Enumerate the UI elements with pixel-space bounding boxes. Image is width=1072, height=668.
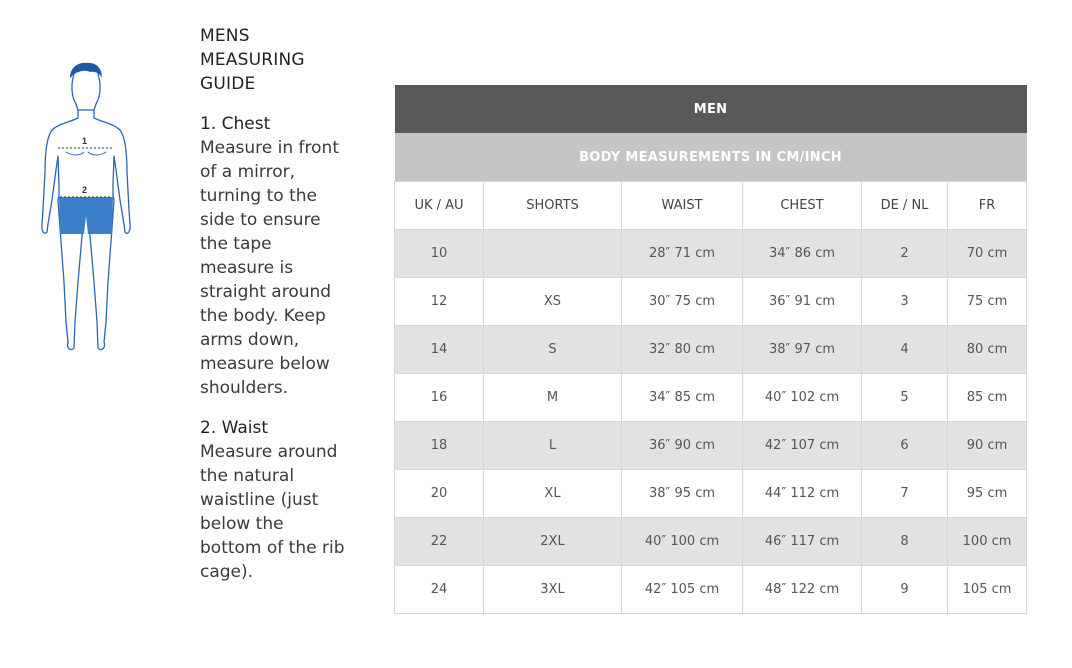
table-cell: 48″ 122 cm xyxy=(743,566,862,614)
table-cell: 3 xyxy=(862,278,948,326)
table-cell: 70 cm xyxy=(948,230,1027,278)
table-cell: M xyxy=(484,374,622,422)
table-cell: 7 xyxy=(862,470,948,518)
table-cell: S xyxy=(484,326,622,374)
body-figure-illustration xyxy=(38,60,134,356)
table-cell: XL xyxy=(484,470,622,518)
column-header: WAIST xyxy=(622,182,743,230)
table-cell xyxy=(484,230,622,278)
table-cell: 95 cm xyxy=(948,470,1027,518)
table-cell: 30″ 75 cm xyxy=(622,278,743,326)
waist-instructions: Measure around the natural waistline (just below the bottom of the rib cage). xyxy=(200,442,345,582)
column-header: SHORTS xyxy=(484,182,622,230)
chest-heading: 1. Chest xyxy=(200,114,271,134)
table-cell: 3XL xyxy=(484,566,622,614)
table-cell: 2XL xyxy=(484,518,622,566)
table-subheader: BODY MEASUREMENTS IN CM/INCH xyxy=(395,133,1027,182)
table-cell: 75 cm xyxy=(948,278,1027,326)
table-cell: 38″ 97 cm xyxy=(743,326,862,374)
size-table xyxy=(394,85,1027,614)
table-row xyxy=(395,278,1027,326)
table-cell: 24 xyxy=(395,566,484,614)
table-cell: 38″ 95 cm xyxy=(622,470,743,518)
table-cell: 40″ 102 cm xyxy=(743,374,862,422)
table-cell: 34″ 86 cm xyxy=(743,230,862,278)
size-chart xyxy=(394,85,1026,614)
table-row xyxy=(395,566,1027,614)
guide-title: MENS MEASURING GUIDE xyxy=(200,26,305,94)
table-cell: 34″ 85 cm xyxy=(622,374,743,422)
table-cell: XS xyxy=(484,278,622,326)
table-cell: 18 xyxy=(395,422,484,470)
table-row xyxy=(395,326,1027,374)
table-row xyxy=(395,470,1027,518)
table-cell: 36″ 90 cm xyxy=(622,422,743,470)
table-cell: 5 xyxy=(862,374,948,422)
table-cell: 85 cm xyxy=(948,374,1027,422)
table-cell: 44″ 112 cm xyxy=(743,470,862,518)
chest-instructions: Measure in front of a mirror, turning to the side to ensure the tape measure is straight around the body. Keep arms down, measure below shoulders. xyxy=(200,138,339,398)
table-row xyxy=(395,230,1027,278)
table-cell: 46″ 117 cm xyxy=(743,518,862,566)
table-cell: 14 xyxy=(395,326,484,374)
table-cell: 8 xyxy=(862,518,948,566)
column-header: UK / AU xyxy=(395,182,484,230)
waist-marker: 2 xyxy=(82,185,88,195)
table-cell: 36″ 91 cm xyxy=(743,278,862,326)
shorts-shape xyxy=(59,197,113,234)
column-header: DE / NL xyxy=(862,182,948,230)
table-cell: 90 cm xyxy=(948,422,1027,470)
measuring-guide xyxy=(200,24,350,600)
table-cell: 20 xyxy=(395,470,484,518)
table-cell: 10 xyxy=(395,230,484,278)
table-cell: L xyxy=(484,422,622,470)
table-cell: 22 xyxy=(395,518,484,566)
table-cell: 42″ 107 cm xyxy=(743,422,862,470)
column-headers xyxy=(395,182,1027,230)
column-header: FR xyxy=(948,182,1027,230)
guide-section-chest xyxy=(200,112,350,400)
table-cell: 100 cm xyxy=(948,518,1027,566)
table-row xyxy=(395,518,1027,566)
table-cell: 32″ 80 cm xyxy=(622,326,743,374)
table-cell: 40″ 100 cm xyxy=(622,518,743,566)
chest-marker: 1 xyxy=(82,136,88,146)
table-cell: 42″ 105 cm xyxy=(622,566,743,614)
table-cell: 2 xyxy=(862,230,948,278)
table-row xyxy=(395,422,1027,470)
table-cell: 4 xyxy=(862,326,948,374)
table-cell: 9 xyxy=(862,566,948,614)
table-row xyxy=(395,374,1027,422)
table-cell: 6 xyxy=(862,422,948,470)
table-cell: 16 xyxy=(395,374,484,422)
table-header: MEN xyxy=(395,85,1027,133)
table-cell: 80 cm xyxy=(948,326,1027,374)
waist-heading: 2. Waist xyxy=(200,418,269,438)
column-header: CHEST xyxy=(743,182,862,230)
table-cell: 12 xyxy=(395,278,484,326)
guide-section-waist xyxy=(200,416,350,584)
table-cell: 28″ 71 cm xyxy=(622,230,743,278)
table-cell: 105 cm xyxy=(948,566,1027,614)
